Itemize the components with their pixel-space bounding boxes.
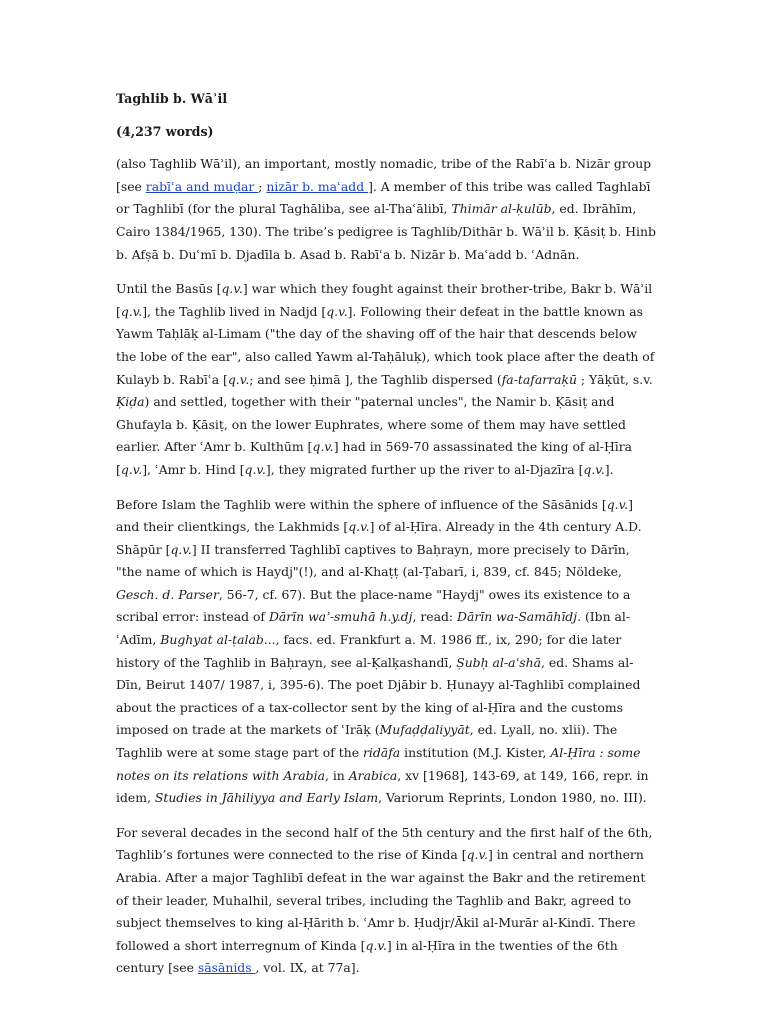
text-run: ]. bbox=[604, 461, 614, 477]
text-run: ] II transferred Taghlibī captives to Baḥrayn, more precisely to Dārīn, "the name of which is Haydj"(!), and al-Khaṭṭ (al-Ṭabarī, i, 839, cf. 845; Nöldeke, bbox=[116, 541, 630, 580]
italic-text: q.v. bbox=[348, 519, 370, 535]
text-run: , 56-7, cf. 67). But the place-name "Haydj" owes its existence to a scribal error: instead of bbox=[116, 586, 631, 625]
text-run: , ed. Shams al-Dīn, Beirut 1407/ 1987, i, 395-6). The poet Djābir b. Ḥunayy al-Taghlibī complained about the practices of a tax-collector sent by the king of al-Ḥīra and the customs imposed on trade at the markets of ʿIrāḳ ( bbox=[116, 654, 641, 738]
paragraph-4 bbox=[116, 822, 656, 980]
italic-text: q.v. bbox=[221, 281, 243, 297]
italic-text: q.v. bbox=[365, 937, 387, 953]
text-run: ; Yāḳūt, s.v. bbox=[576, 371, 653, 387]
italic-text: Dārīn waʾ-smuhā h.y.dj bbox=[268, 609, 413, 625]
text-run: (also Taghlib Wāʾil), an important, mostly nomadic, tribe of the Rabīʿa b. Nizār group [see bbox=[116, 156, 652, 194]
italic-text: Studies in Jāhiliyya and Early Islam bbox=[154, 790, 379, 806]
text-run: ] in central and northern Arabia. After a major Taghlibī defeat in the war against the Bakr and the retirement of their leader, Muhalhil, several tribes, including the Taghlib and Bakr, agreed to subject themselves to king al-Ḥārith b. ʿAmr b. Ḥudjr/Ākil al-Murār al-Kindī. There followed a short interregnum of Kinda [ bbox=[116, 847, 646, 953]
text-run: ..., facs. ed. Frankfurt a. M. 1986 ff., ix, 290; for die later history of the Taghlib in Baḥrayn, see al-Ḳalḳashandī, bbox=[116, 632, 622, 670]
italic-text: q.v. bbox=[244, 461, 266, 477]
italic-text: Mufaḍḍaliyyāt bbox=[379, 722, 470, 738]
italic-text: ridāfa bbox=[362, 745, 401, 761]
italic-text: Gesch. d. Parser bbox=[116, 586, 219, 602]
text-run: , read: bbox=[412, 609, 458, 625]
text-run: Before Islam the Taghlib were within the sphere of influence of the Sāsānids [ bbox=[116, 496, 607, 512]
text-run: Until the Basūs [ bbox=[116, 281, 222, 297]
italic-text: q.v. bbox=[466, 847, 488, 863]
text-run: institution (M.J. Kister, bbox=[400, 745, 551, 761]
italic-text: q.v. bbox=[227, 371, 250, 387]
paragraph-3 bbox=[116, 494, 656, 810]
text-run: , Variorum Reprints, London 1980, no. III). bbox=[378, 790, 647, 806]
cross-reference-link[interactable]: sāsānids bbox=[197, 960, 256, 976]
text-run: ] war which they fought against their brother-tribe, Bakr b. Wāʾil [ bbox=[116, 281, 653, 319]
italic-text: q.v. bbox=[326, 303, 348, 319]
text-run: , ed. Ibrāhīm, Cairo 1384/1965, 130). The tribe’s pedigree is Taghlib/Dithār b. Wāʾil b. Ḳāsiṭ b. Hinb b. Afṣā b. Duʿmī b. Djadīla b. Asad b. Rabīʿa b. Nizār b. Maʿadd b. ʿAdnān. bbox=[116, 201, 656, 262]
italic-text: q.v. bbox=[120, 461, 143, 477]
text-run: ] and their clientkings, the Lakhmids [ bbox=[116, 496, 633, 535]
text-run: ] had in 569-70 assassinated the king of al-Ḥīra [ bbox=[116, 439, 633, 477]
text-run: , in bbox=[324, 767, 349, 783]
italic-text: q.v. bbox=[170, 541, 192, 557]
text-run: , ed. Lyall, no. xlii). The Taghlib were at some stage part of the bbox=[116, 722, 618, 761]
text-run: For several decades in the second half of the 5th century and the first half of the 6th, Taghlib’s fortunes were connected to the rise of Kinda [ bbox=[116, 824, 653, 863]
cross-reference-link[interactable]: nizār b. maʿadd bbox=[266, 178, 369, 194]
italic-text: Dārīn wa-Samāhīdj bbox=[457, 609, 578, 625]
italic-text: Arabica bbox=[348, 767, 398, 783]
text-run: ; and see ḥimā ], the Taghlib dispersed ( bbox=[249, 371, 502, 387]
italic-text: Ḳiḍa bbox=[116, 394, 145, 410]
text-run: . (Ibn al-ʿAdīm, bbox=[116, 609, 631, 648]
italic-text: q.v. bbox=[120, 303, 143, 319]
italic-text: Thimār al-ḳulūb bbox=[451, 201, 552, 217]
italic-text: q.v. bbox=[606, 496, 629, 512]
text-run: ], they migrated further up the river to al-Djazīra [ bbox=[265, 461, 584, 477]
italic-text: q.v. bbox=[583, 461, 605, 477]
text-run: , xv [1968], 143-69, at 149, 166, repr. in idem, bbox=[116, 767, 649, 806]
text-run: ]. A member of this tribe was called Taghlabī or Taghlibī (for the plural Taghāliba, see al-Thaʿālibī, bbox=[116, 178, 651, 217]
text-run: , vol. IX, at 77a]. bbox=[255, 960, 360, 976]
article-body bbox=[116, 88, 656, 992]
text-run: ], ʿAmr b. Hind [ bbox=[142, 461, 245, 477]
text-run: ], the Taghlib lived in Nadjd [ bbox=[142, 303, 327, 319]
text-run: ] in al-Ḥīra in the twenties of the 6th century [see bbox=[116, 937, 618, 976]
paragraph-1 bbox=[116, 153, 656, 266]
text-run: ; bbox=[258, 178, 267, 194]
word-count: (4,237 words) bbox=[116, 123, 214, 139]
text-run: ) and settled, together with their "paternal uncles", the Namir b. Ḳāsiṭ and Ghufayla b. Ḳāsiṭ, on the lower Euphrates, where some of them may have settled earlier. After ʿAmr b. Kulthūm [ bbox=[116, 394, 626, 455]
italic-text: Al-Ḥīra : some notes on its relations with Arabia bbox=[116, 745, 641, 783]
italic-text: fa-tafarraḳū bbox=[501, 371, 577, 387]
article-title: Taghlib b. Wāʾil bbox=[116, 91, 228, 106]
cross-reference-link[interactable]: rabīʿa and muḍar bbox=[145, 178, 259, 194]
paragraph-2 bbox=[116, 278, 656, 481]
text-run: ]. Following their defeat in the battle known as Yawm Taḥlāḳ al-Limam ("the day of the shaving off of the hair that descends below the lobe of the ear", also called Yawm al-Taḥāluḳ), which took place after the death of Kulayb b. Rabīʿa [ bbox=[116, 303, 655, 387]
italic-text: Ṣubḥ al-aʿshā bbox=[456, 654, 541, 670]
italic-text: Bughyat al-ṭalab bbox=[160, 632, 264, 648]
text-run: ] of al-Ḥīra. Already in the 4th century A.D. Shāpūr [ bbox=[116, 519, 642, 557]
italic-text: q.v. bbox=[312, 439, 334, 455]
